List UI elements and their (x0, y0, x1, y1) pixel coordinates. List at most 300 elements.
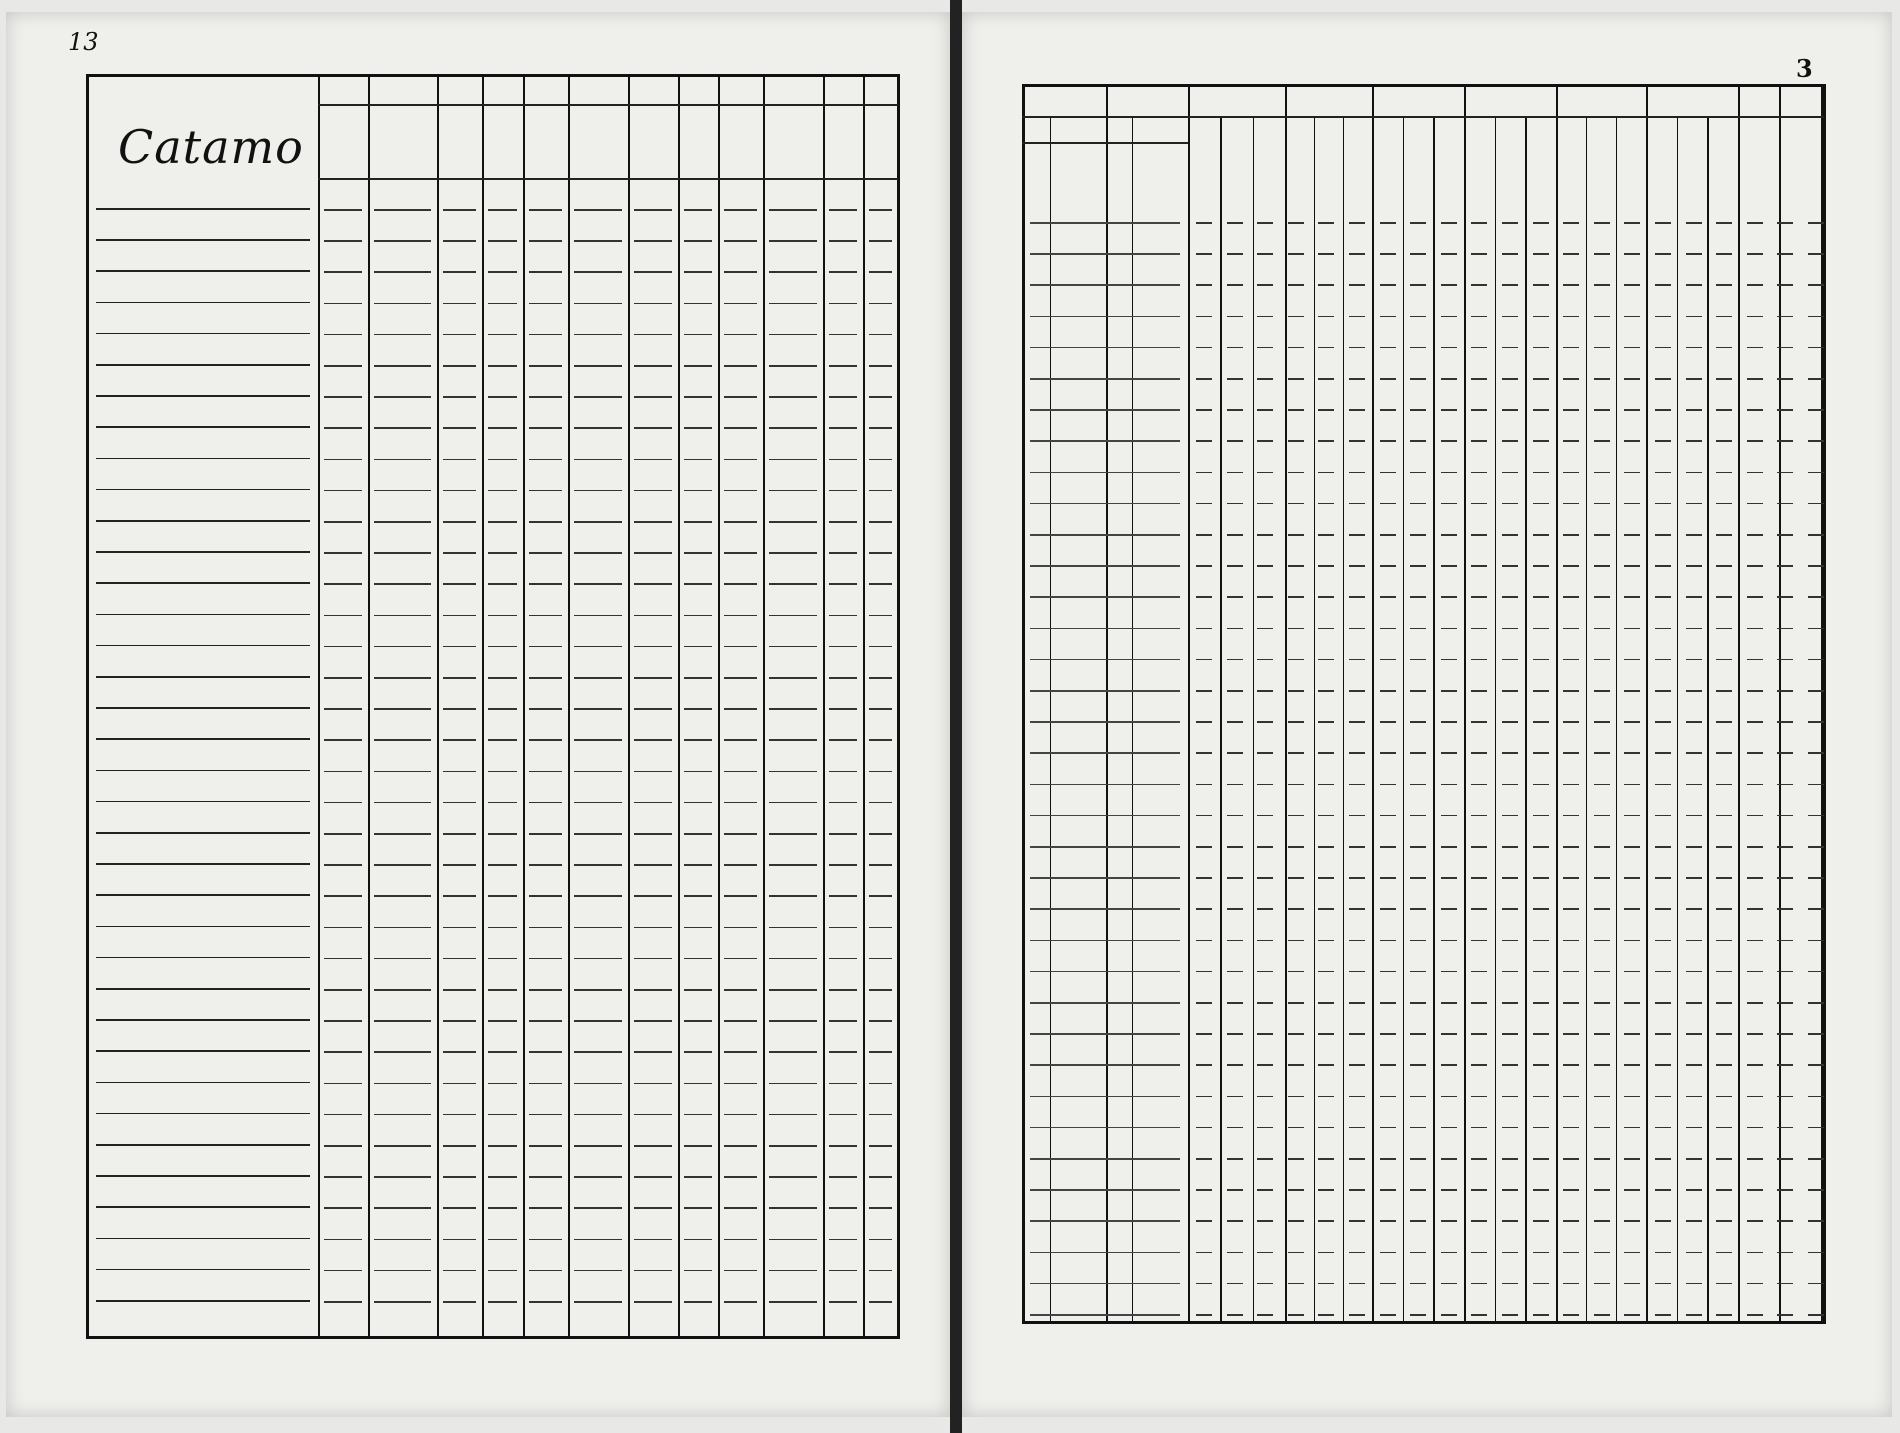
right-cell-rule (1257, 409, 1273, 411)
right-row-rule (1030, 1033, 1180, 1035)
right-row-rule (1030, 815, 1180, 817)
right-cell-rule (1380, 1096, 1396, 1098)
left-cell-rule (829, 490, 857, 492)
right-row-rule (1030, 503, 1180, 505)
left-cell-rule (684, 209, 712, 211)
right-cell-rule (1502, 534, 1518, 536)
right-cell-rule (1349, 222, 1365, 224)
right-cell-rule (1686, 1252, 1702, 1254)
left-cell-rule (443, 1083, 476, 1085)
left-cell-rule (829, 708, 857, 710)
right-cell-rule (1380, 752, 1396, 754)
left-cell-rule (374, 802, 431, 804)
right-cell-rule (1716, 316, 1732, 318)
right-cell-rule (1686, 378, 1702, 380)
left-cell-rule (869, 1176, 892, 1178)
right-cell-rule (1655, 784, 1671, 786)
right-cell-rule (1533, 971, 1549, 973)
right-row-rule (1030, 690, 1180, 692)
right-cell-rule (1257, 1252, 1273, 1254)
right-row-rule (1030, 628, 1180, 630)
right-cell-rule (1196, 1220, 1212, 1222)
right-cell-rule (1441, 596, 1457, 598)
right-cell-rule (1624, 1033, 1640, 1035)
right-row-rule (1030, 316, 1180, 318)
right-cell-rule (1563, 222, 1579, 224)
right-cell-rule (1533, 815, 1549, 817)
right-cell-rule (1747, 1064, 1763, 1066)
left-cell-rule (769, 989, 817, 991)
right-cell-rule (1288, 628, 1304, 630)
right-cell-rule (1471, 1220, 1487, 1222)
right-cell-rule (1227, 877, 1243, 879)
left-cell-rule (574, 334, 622, 336)
right-cell-rule (1471, 1283, 1487, 1285)
right-cell-rule (1349, 690, 1365, 692)
left-cell-rule (574, 459, 622, 461)
right-cell-rule (1410, 1283, 1426, 1285)
left-cell-rule (769, 1270, 817, 1272)
right-cell-rule (1624, 409, 1640, 411)
right-cell-rule (1196, 1033, 1212, 1035)
left-cell-rule (634, 927, 672, 929)
left-column-rule (863, 74, 865, 1339)
right-cell-rule (1349, 503, 1365, 505)
left-cell-rule (488, 209, 517, 211)
right-cell-rule (1594, 1158, 1610, 1160)
right-row-rule (1030, 1283, 1180, 1285)
right-cell-rule (1471, 971, 1487, 973)
right-cell-rule (1747, 908, 1763, 910)
right-header-rule (1022, 116, 1824, 118)
right-cell-rule (1808, 503, 1824, 505)
right-cell-rule (1716, 1252, 1732, 1254)
left-cell-rule (869, 209, 892, 211)
right-cell-rule (1716, 721, 1732, 723)
left-cell-rule (684, 240, 712, 242)
right-cell-rule (1196, 378, 1212, 380)
right-cell-rule (1502, 316, 1518, 318)
right-cell-rule (1777, 721, 1793, 723)
right-cell-rule (1502, 784, 1518, 786)
right-cell-rule (1410, 1220, 1426, 1222)
right-cell-rule (1716, 1064, 1732, 1066)
right-cell-rule (1410, 1096, 1426, 1098)
right-cell-rule (1533, 1220, 1549, 1222)
right-cell-rule (1716, 1127, 1732, 1129)
right-cell-rule (1808, 940, 1824, 942)
right-cell-rule (1257, 846, 1273, 848)
right-cell-rule (1471, 1252, 1487, 1254)
right-cell-rule (1716, 690, 1732, 692)
left-cell-rule (324, 1020, 362, 1022)
left-cell-rule (769, 1145, 817, 1147)
left-cell-rule (374, 1270, 431, 1272)
right-cell-rule (1716, 1033, 1732, 1035)
right-cell-rule (1196, 659, 1212, 661)
right-cell-rule (1227, 347, 1243, 349)
right-cell-rule (1808, 846, 1824, 848)
right-row-rule (1030, 1220, 1180, 1222)
right-cell-rule (1227, 659, 1243, 661)
right-cell-rule (1533, 1283, 1549, 1285)
right-cell-rule (1533, 1033, 1549, 1035)
right-cell-rule (1471, 1033, 1487, 1035)
right-cell-rule (1533, 690, 1549, 692)
right-cell-rule (1533, 316, 1549, 318)
right-cell-rule (1808, 284, 1824, 286)
left-cell-rule (724, 521, 757, 523)
right-cell-rule (1594, 721, 1610, 723)
right-cell-rule (1624, 846, 1640, 848)
right-cell-rule (1288, 1158, 1304, 1160)
right-cell-rule (1196, 784, 1212, 786)
right-cell-rule (1441, 1314, 1457, 1316)
right-cell-rule (1747, 503, 1763, 505)
right-cell-rule (1563, 472, 1579, 474)
left-cell-rule (684, 396, 712, 398)
right-cell-rule (1655, 316, 1671, 318)
right-cell-rule (1471, 534, 1487, 536)
left-cell-rule (769, 521, 817, 523)
right-cell-rule (1471, 784, 1487, 786)
left-cell-rule (724, 1145, 757, 1147)
left-cell-rule (443, 1176, 476, 1178)
right-cell-rule (1227, 1096, 1243, 1098)
right-cell-rule (1380, 940, 1396, 942)
right-cell-rule (1747, 1096, 1763, 1098)
left-cell-rule (724, 209, 757, 211)
right-cell-rule (1686, 1033, 1702, 1035)
left-cell-rule (374, 646, 431, 648)
right-cell-rule (1471, 752, 1487, 754)
left-cell-rule (324, 927, 362, 929)
right-cell-rule (1594, 534, 1610, 536)
right-cell-rule (1502, 877, 1518, 879)
left-row-rule (96, 676, 310, 678)
left-cell-rule (488, 1145, 517, 1147)
right-cell-rule (1716, 503, 1732, 505)
left-cell-rule (634, 677, 672, 679)
right-cell-rule (1594, 1002, 1610, 1004)
left-cell-rule (324, 833, 362, 835)
left-row-rule (96, 801, 310, 803)
right-cell-rule (1594, 316, 1610, 318)
right-cell-rule (1747, 659, 1763, 661)
right-row-rule (1030, 347, 1180, 349)
right-cell-rule (1502, 222, 1518, 224)
right-cell-rule (1747, 1314, 1763, 1316)
right-cell-rule (1380, 815, 1396, 817)
right-cell-rule (1777, 316, 1793, 318)
right-cell-rule (1716, 472, 1732, 474)
left-cell-rule (574, 427, 622, 429)
right-cell-rule (1441, 815, 1457, 817)
right-cell-rule (1563, 1002, 1579, 1004)
left-cell-rule (443, 303, 476, 305)
left-cell-rule (724, 365, 757, 367)
left-cell-rule (374, 303, 431, 305)
right-subcolumn-rule (1707, 118, 1708, 1324)
left-cell-rule (724, 958, 757, 960)
left-cell-rule (324, 552, 362, 554)
right-cell-rule (1594, 409, 1610, 411)
left-cell-rule (529, 1083, 562, 1085)
left-cell-rule (374, 1020, 431, 1022)
right-cell-rule (1624, 1189, 1640, 1191)
right-cell-rule (1288, 378, 1304, 380)
right-cell-rule (1288, 222, 1304, 224)
right-cell-rule (1196, 721, 1212, 723)
right-cell-rule (1380, 1189, 1396, 1191)
right-cell-rule (1196, 1158, 1212, 1160)
left-cell-rule (684, 1114, 712, 1116)
right-cell-rule (1502, 846, 1518, 848)
right-cell-rule (1441, 690, 1457, 692)
right-cell-rule (1624, 596, 1640, 598)
left-cell-rule (724, 1051, 757, 1053)
right-cell-rule (1563, 1127, 1579, 1129)
left-cell-rule (374, 615, 431, 617)
left-cell-rule (769, 739, 817, 741)
right-row-rule (1030, 1064, 1180, 1066)
right-cell-rule (1318, 815, 1334, 817)
right-cell-rule (1777, 690, 1793, 692)
right-cell-rule (1380, 1220, 1396, 1222)
left-cell-rule (769, 303, 817, 305)
right-cell-rule (1594, 378, 1610, 380)
right-cell-rule (1808, 409, 1824, 411)
right-cell-rule (1318, 908, 1334, 910)
right-cell-rule (1777, 1189, 1793, 1191)
left-cell-rule (684, 365, 712, 367)
right-cell-rule (1563, 534, 1579, 536)
right-cell-rule (1349, 1189, 1365, 1191)
right-cell-rule (1808, 815, 1824, 817)
left-cell-rule (529, 459, 562, 461)
left-cell-rule (769, 1176, 817, 1178)
left-cell-rule (684, 1083, 712, 1085)
right-cell-rule (1533, 565, 1549, 567)
right-cell-rule (1410, 659, 1426, 661)
right-cell-rule (1624, 784, 1640, 786)
left-cell-rule (634, 1239, 672, 1241)
right-cell-rule (1502, 628, 1518, 630)
right-cell-rule (1288, 347, 1304, 349)
left-cell-rule (574, 1083, 622, 1085)
right-cell-rule (1624, 690, 1640, 692)
left-cell-rule (574, 583, 622, 585)
right-cell-rule (1594, 596, 1610, 598)
right-cell-rule (1441, 659, 1457, 661)
right-cell-rule (1318, 596, 1334, 598)
right-cell-rule (1380, 1252, 1396, 1254)
left-cell-rule (374, 583, 431, 585)
left-cell-rule (829, 864, 857, 866)
left-cell-rule (488, 396, 517, 398)
right-row-rule (1030, 721, 1180, 723)
right-cell-rule (1288, 253, 1304, 255)
right-cell-rule (1533, 1252, 1549, 1254)
right-cell-rule (1716, 628, 1732, 630)
left-cell-rule (374, 1176, 431, 1178)
right-cell-rule (1288, 472, 1304, 474)
right-cell-rule (1257, 222, 1273, 224)
right-cell-rule (1808, 440, 1824, 442)
left-row-rule (96, 770, 310, 772)
left-cell-rule (829, 615, 857, 617)
left-cell-rule (529, 646, 562, 648)
left-cell-rule (324, 427, 362, 429)
left-cell-rule (869, 646, 892, 648)
right-cell-rule (1655, 752, 1671, 754)
right-cell-rule (1747, 721, 1763, 723)
right-cell-rule (1288, 1220, 1304, 1222)
right-cell-rule (1349, 534, 1365, 536)
right-cell-rule (1380, 378, 1396, 380)
right-cell-rule (1227, 1189, 1243, 1191)
right-cell-rule (1808, 908, 1824, 910)
right-cell-rule (1196, 596, 1212, 598)
left-cell-rule (574, 615, 622, 617)
right-cell-rule (1533, 846, 1549, 848)
right-cell-rule (1777, 1314, 1793, 1316)
right-cell-rule (1716, 534, 1732, 536)
right-cell-rule (1777, 596, 1793, 598)
left-cell-rule (574, 708, 622, 710)
right-cell-rule (1716, 1189, 1732, 1191)
right-cell-rule (1777, 440, 1793, 442)
left-cell-rule (529, 739, 562, 741)
right-cell-rule (1410, 596, 1426, 598)
right-cell-rule (1502, 1252, 1518, 1254)
left-cell-rule (374, 1083, 431, 1085)
right-cell-rule (1655, 721, 1671, 723)
right-cell-rule (1410, 1158, 1426, 1160)
right-cell-rule (1349, 1033, 1365, 1035)
right-cell-rule (1410, 565, 1426, 567)
left-cell-rule (443, 490, 476, 492)
left-cell-rule (869, 989, 892, 991)
left-cell-rule (443, 271, 476, 273)
left-cell-rule (684, 615, 712, 617)
right-cell-rule (1441, 908, 1457, 910)
right-cell-rule (1686, 784, 1702, 786)
right-cell-rule (1686, 1127, 1702, 1129)
left-cell-rule (443, 927, 476, 929)
right-cell-rule (1747, 472, 1763, 474)
left-cell-rule (443, 1270, 476, 1272)
left-cell-rule (724, 1207, 757, 1209)
left-cell-rule (634, 303, 672, 305)
right-cell-rule (1318, 503, 1334, 505)
right-cell-rule (1594, 1064, 1610, 1066)
right-cell-rule (1502, 721, 1518, 723)
right-column-rule (1779, 84, 1781, 1324)
left-cell-rule (869, 1270, 892, 1272)
right-cell-rule (1777, 534, 1793, 536)
left-cell-rule (488, 490, 517, 492)
right-cell-rule (1196, 253, 1212, 255)
right-register-table (1022, 84, 1824, 1324)
right-cell-rule (1747, 440, 1763, 442)
right-cell-rule (1227, 472, 1243, 474)
left-cell-rule (634, 864, 672, 866)
left-cell-rule (724, 271, 757, 273)
right-cell-rule (1655, 378, 1671, 380)
right-cell-rule (1808, 1314, 1824, 1316)
right-cell-rule (1441, 877, 1457, 879)
right-cell-rule (1624, 628, 1640, 630)
left-cell-rule (684, 708, 712, 710)
right-cell-rule (1257, 721, 1273, 723)
left-cell-rule (488, 583, 517, 585)
left-cell-rule (869, 739, 892, 741)
left-cell-rule (829, 1020, 857, 1022)
left-column-rule (718, 74, 720, 1339)
right-cell-rule (1563, 628, 1579, 630)
right-row-rule (1030, 1158, 1180, 1160)
left-cell-rule (529, 209, 562, 211)
left-cell-rule (829, 771, 857, 773)
right-cell-rule (1655, 1189, 1671, 1191)
right-cell-rule (1196, 815, 1212, 817)
left-cell-rule (574, 864, 622, 866)
left-cell-rule (634, 646, 672, 648)
right-cell-rule (1288, 1127, 1304, 1129)
right-cell-rule (1196, 877, 1212, 879)
left-cell-rule (769, 209, 817, 211)
left-cell-rule (634, 521, 672, 523)
right-cell-rule (1594, 1127, 1610, 1129)
right-cell-rule (1288, 1064, 1304, 1066)
right-cell-rule (1257, 1064, 1273, 1066)
right-cell-rule (1686, 596, 1702, 598)
right-cell-rule (1594, 971, 1610, 973)
right-cell-rule (1227, 784, 1243, 786)
right-cell-rule (1227, 596, 1243, 598)
right-subcolumn-rule (1314, 118, 1315, 1324)
left-cell-rule (324, 646, 362, 648)
left-cell-rule (769, 864, 817, 866)
left-cell-rule (488, 1270, 517, 1272)
right-cell-rule (1808, 971, 1824, 973)
right-cell-rule (1777, 846, 1793, 848)
right-row-rule (1030, 378, 1180, 380)
left-cell-rule (829, 1270, 857, 1272)
right-cell-rule (1196, 752, 1212, 754)
right-cell-rule (1655, 472, 1671, 474)
left-column-rule (437, 74, 439, 1339)
right-cell-rule (1257, 1189, 1273, 1191)
right-cell-rule (1747, 690, 1763, 692)
right-cell-rule (1563, 409, 1579, 411)
left-cell-rule (443, 583, 476, 585)
left-cell-rule (574, 802, 622, 804)
left-cell-rule (374, 958, 431, 960)
left-cell-rule (529, 1051, 562, 1053)
right-cell-rule (1196, 628, 1212, 630)
left-cell-rule (684, 989, 712, 991)
left-cell-rule (374, 396, 431, 398)
left-cell-rule (324, 583, 362, 585)
left-row-rule (96, 458, 310, 460)
left-cell-rule (829, 833, 857, 835)
right-cell-rule (1380, 1033, 1396, 1035)
right-column-rule (1646, 84, 1648, 1324)
left-cell-rule (574, 989, 622, 991)
left-cell-rule (869, 521, 892, 523)
